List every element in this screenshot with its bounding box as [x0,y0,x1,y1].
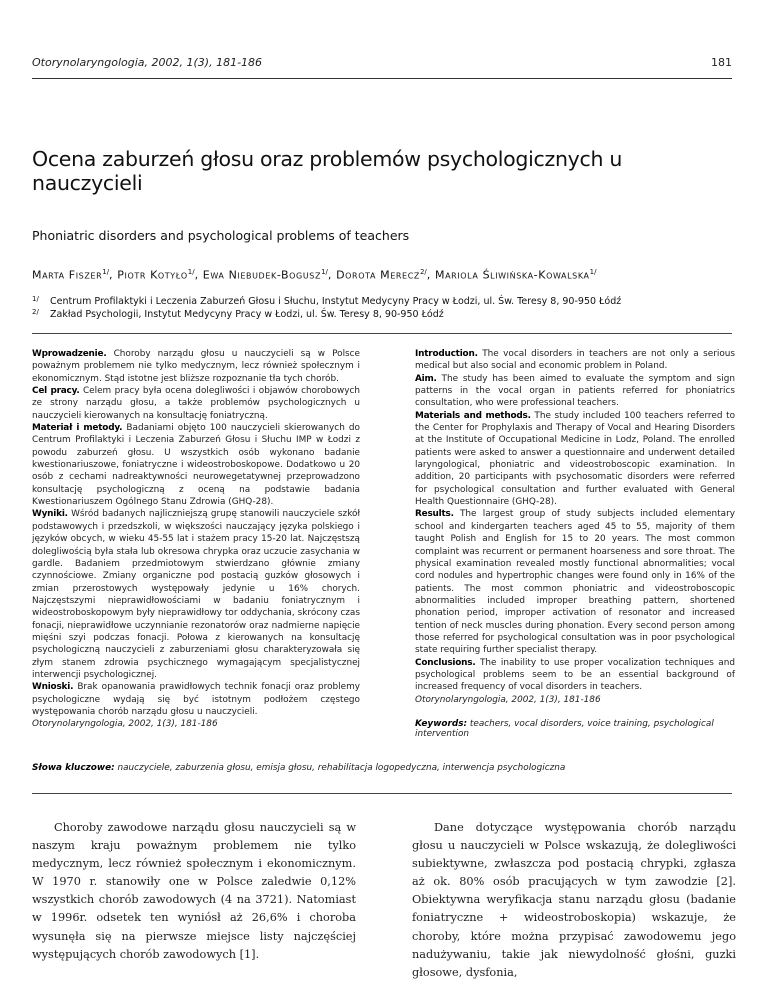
affiliation-2: 2/ Zakład Psychologii, Instytut Medycyny Pracy w Łodzi, ul. Św. Teresy 8, 90-950 Łódź [32,308,444,320]
body-paragraph-left: Choroby zawodowe narządu głosu nauczycieli są w naszym kraju poważnym problemem nie tylko medycznym, lecz również społecznym i ekonomicznym. W 1970 r. stanowiły one w Polsce zaledwie 0,12% wszystkich chorób zawodowych (4 na 3721). Natomiast w 1996r. odsetek ten wyniósł aż 26,6% i choroba wysunęła się na pierwsze miejsce listy najczęściej występujących chorób zawodowych [1]. [32,821,356,961]
abstract-english [415,348,735,706]
author-affiliation-marker: 1/ [321,268,328,276]
body-paragraph-right: Dane dotyczące występowania chorób narządu głosu u nauczycieli w Polsce wskazują, że dolegliwości subiektywne, zwłaszcza pod postacią chrypki, zgłasza aż ok. 80% osób pracujących w tym zawodzie [2]. Obiektywna weryfikacja stanu narządu głosu (badanie foniatryczne + wideostroboskopia) wskazuje, że choroby, które można przypisać zawodowemu jego nadużywaniu, takie jak niewydolność głośni, guzki głosowe, dysfonia, [412,821,736,979]
author-name: Mariola Śliwińska-Kowalska [434,268,590,282]
article-title-polish: Ocena zaburzeń głosu oraz problemów psychologicznych u nauczycieli [32,147,623,195]
abstract-polish [32,348,360,731]
author-name: Dorota Merecz [336,268,420,282]
author-name: Piotr Kotyło [117,268,188,282]
abstract-en-methods: Materials and methods. The study included 100 teachers referred to the Center for Prophylaxis and Therapy of Vocal and Hearing Disorders at the Institute of Occupational Medicine in Lodz, Poland. The enrolled patients were asked to answer a questionnaire and underwent detailed laryngological, phoniatric and videostroboscopic examination. In addition, 20 participants with psychosomatic disorders were referred for psychological consultation and further evaluated with General Health Questionnaire (GHQ-28). [415,410,736,508]
abstract-en-conclusions: Conclusions. The inability to use proper vocalization techniques and psychological problems seem to be an essential background of increased frequency of vocal disorders in teachers. Otorynolaryngologia, 2002, 1(3), 181-186 [415,657,736,705]
author-affiliation-marker: 1/ [102,268,110,276]
author-list: Marta Fiszer$^{1/}$, Piotr Kotyło$^{1/}$, Ewa Niebudek-Bogusz$^{1/}$, Dorota Merecz$^{2/}$, Mariola Śliwińska-Kowalska$^{1/}$ [32,268,597,282]
affiliation-rule [32,333,732,334]
keywords-english: Keywords: teachers, vocal disorders, voice training, psychological intervention [415,719,714,739]
abstract-en-aim: Aim. The study has been aimed to evaluate the symptom and sign patterns in the vocal organ in patients referred for phoniatrics consultation, who were professional teachers. [415,373,735,409]
article-title-english: Phoniatric disorders and psychological problems of teachers [32,228,410,243]
body-rule [32,793,732,794]
abstract-en-citation: Otorynolaryngologia, 2002, 1(3), 181-186 [415,694,601,705]
affiliation-1: 1/ Centrum Profilaktyki i Leczenia Zaburzeń Głosu i Słuchu, Instytut Medycyny Pracy w Łodzi, ul. Św. Teresy 8, 90-950 Łódź [32,295,622,307]
journal-citation: Otorynolaryngologia, 2002, 1(3), 181-186 [32,56,263,69]
abstract-pl-citation: Otorynolaryngologia, 2002, 1(3), 181-186 [32,719,218,730]
abstract-pl-intro: Wprowadzenie. Choroby narządu głosu u nauczycieli są w Polsce poważnym problemem nie tylko medycznym, lecz również społecznym i ekonomicznym. Stąd istotne jest bliższe rozpoznanie tła tych chorób. [32,349,360,384]
running-header [32,56,732,69]
affiliations [32,295,742,321]
header-rule [32,78,732,79]
page-number: 181 [711,56,732,69]
abstract-en-intro: Introduction. The vocal disorders in teachers are not only a serious medical but also social and economic problem in Poland. [415,349,735,372]
abstract-en-results: Results. The largest group of study subjects included elementary school and kindergarten teachers aged 45 to 55, majority of them taught Polish and English for 15 to 20 years. The most common complaint was recurrent or permanent hoarseness and sore throat. The physical examination revealed mostly functional abnormalities; vocal cord nodules and hypertrophic changes were found only in 16% of the patients. The most common phoniatric and videostroboscopic abnormalities included improper breathing pattern, shortened phonation period, improper activation of resonator and increased tention of neck muscles during phonation. Every second person among those referred for psychological consultation was in poor psychological state requiring further specialist therapy. [415,509,736,656]
abstract-pl-results: Wyniki. Wśród badanych najliczniejszą grupę stanowili nauczyciele szkół podstawowych i przedszkoli, w większości nauczający języka polskiego i języków obcych, w wieku 45-55 lat i stażem pracy 15-20 lat. Najczęstszą dolegliwością była stała lub okresowa chrypka oraz uczucie zasychania w gardle. Badaniem przedmiotowym stwierdzano głównie zmiany czynnościowe. Zmiany organiczne pod postacią guzków głosowych i zmian przerostowych występowały jedynie u 16% chorych. Najczęstszymi nieprawidłowościami w badaniu foniatrycznym i wideostroboskopowym były nieprawidłowy tor oddychania, skrócony czas fonacji, nieprawidłowe uczynnianie rezonatorów oraz nadmierne napięcie mięśni szyi podczas fonacji. Połowa z kierowanych na konsultację psychologiczną nauczycieli z zaburzeniami głosu charakteryzowała się złym stanem zdrowia psychicznego wymagającym specjalistycznej interwencji psychologicznej. [32,509,360,680]
abstract-pl-methods: Materiał i metody. Badaniami objęto 100 nauczycieli skierowanych do Centrum Profilaktyki i Leczenia Zaburzeń Głosu i Słuchu IMP w Łodzi z powodu zaburzeń głosu. U wszystkich osób wykonano badanie kwestionariuszowe, foniatryczne i wideostroboskopowe. Dodatkowo u 20 osób z cechami nadreaktywności neurowegetatywnej przeprowadzono konsultację psychologiczną z oceną na podstawie badania Kwestionariuszem Ogólnego Stanu Zdrowia (GHQ-28). [32,423,360,508]
abstract-pl-aim: Cel pracy. Celem pracy była ocena dolegliwości i objawów chorobowych ze strony narządu głosu, a także problemów psychologicznych u nauczycieli kierowanych na konsultację foniatryczną. [32,386,360,421]
author-name: Marta Fiszer [32,268,103,282]
author-affiliation-marker: 1/ [187,268,195,276]
author-affiliation-marker: 1/ [589,268,597,276]
keywords-polish: Słowa kluczowe: nauczyciele, zaburzenia głosu, emisja głosu, rehabilitacja logopedyczna, interwencja psychologiczna [32,763,566,773]
author-affiliation-marker: 2/ [419,268,427,276]
author-name: Ewa Niebudek-Bogusz [202,268,322,282]
abstract-pl-conclusions: Wnioski. Brak opanowania prawidłowych technik fonacji oraz problemy psychologiczne wydają się być istotnym podłożem częstego występowania chorób narządu głosu u nauczycieli. Otorynolaryngologia, 2002, 1(3), 181-186 [32,682,361,730]
